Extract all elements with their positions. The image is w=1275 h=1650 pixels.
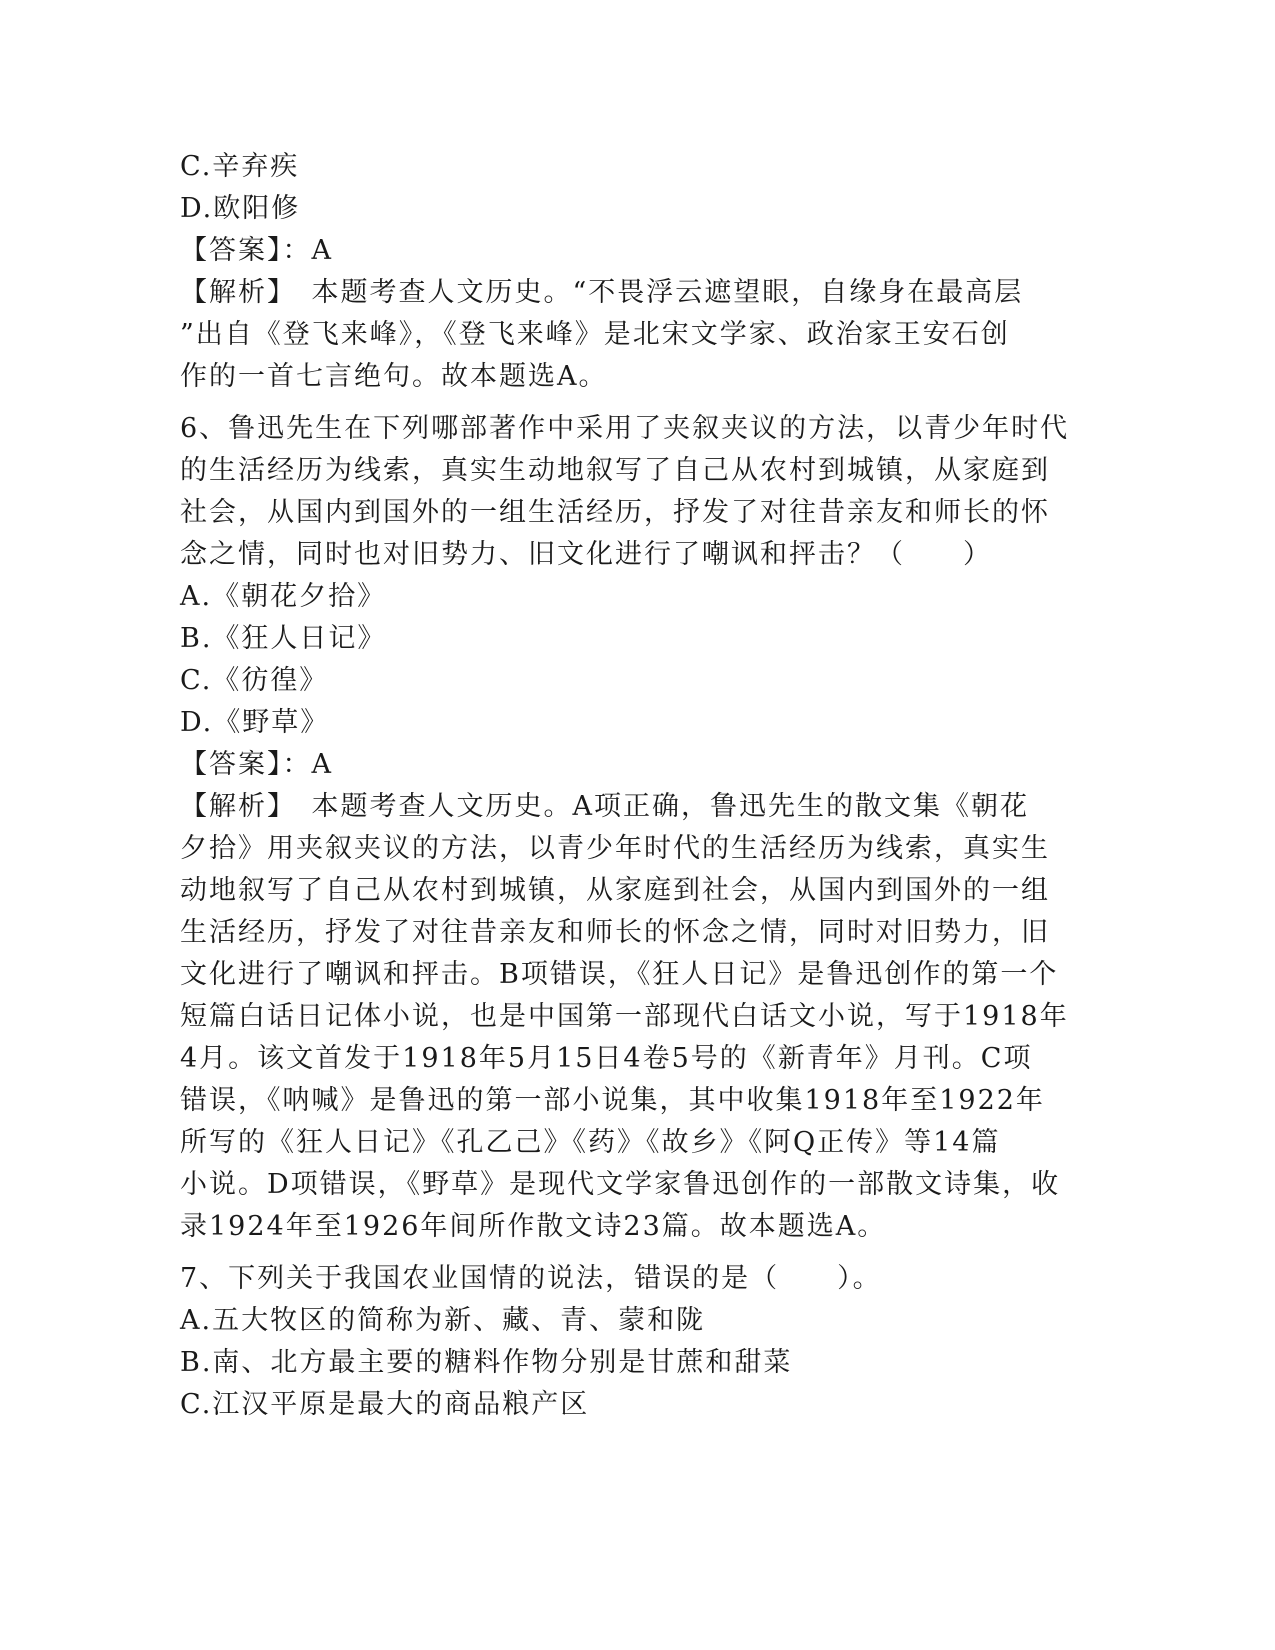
analysis-line: 作的一首七言绝句。故本题选A。 bbox=[180, 361, 608, 392]
question-6 bbox=[180, 408, 1080, 1248]
analysis-line: 所写的《狂人日记》《孔乙己》《药》《故乡》《阿Q正传》等14篇 bbox=[180, 1127, 1001, 1158]
section-gap bbox=[180, 398, 1080, 408]
analysis-line: 动地叙写了自己从农村到城镇，从家庭到社会，从国内到国外的一组 bbox=[180, 875, 1050, 906]
question-stem-line: 6、鲁迅先生在下列哪部著作中采用了夹叙夹议的方法，以青少年时代 bbox=[180, 413, 1070, 444]
analysis-line: 文化进行了嘲讽和抨击。B项错误，《狂人日记》是鲁迅创作的第一个 bbox=[180, 959, 1059, 990]
option-b: B.《狂人日记》 bbox=[180, 623, 387, 654]
question-stem: 7、下列关于我国农业国情的说法，错误的是（ ）。 bbox=[180, 1263, 882, 1294]
question-5-tail bbox=[180, 146, 1080, 398]
analysis-line: 4月。该文首发于1918年5月15日4卷5号的《新青年》月刊。C项 bbox=[180, 1043, 1033, 1074]
option-d: D.欧阳修 bbox=[180, 193, 301, 224]
document-page bbox=[180, 146, 1080, 1426]
analysis-line: 录1924年至1926年间所作散文诗23篇。故本题选A。 bbox=[180, 1211, 887, 1242]
analysis-line: 【解析】 本题考查人文历史。A项正确，鲁迅先生的散文集《朝花 bbox=[180, 791, 1029, 822]
analysis-line: ”出自《登飞来峰》，《登飞来峰》是北宋文学家、政治家王安石创 bbox=[180, 319, 1010, 350]
analysis-line: 【解析】 本题考查人文历史。“不畏浮云遮望眼，自缘身在最高层 bbox=[180, 277, 1024, 308]
option-c: C.辛弃疾 bbox=[180, 151, 300, 182]
option-c: C.江汉平原是最大的商品粮产区 bbox=[180, 1389, 590, 1420]
analysis-line: 夕拾》用夹叙夹议的方法，以青少年时代的生活经历为线索，真实生 bbox=[180, 833, 1050, 864]
question-stem-line: 念之情，同时也对旧势力、旧文化进行了嘲讽和抨击？（ ） bbox=[180, 539, 992, 570]
section-gap bbox=[180, 1248, 1080, 1258]
question-7 bbox=[180, 1258, 1080, 1426]
analysis-line: 小说。D项错误，《野草》是现代文学家鲁迅创作的一部散文诗集，收 bbox=[180, 1169, 1061, 1200]
analysis-line: 短篇白话日记体小说，也是中国第一部现代白话文小说，写于1918年 bbox=[180, 1001, 1069, 1032]
option-b: B.南、北方最主要的糖料作物分别是甘蔗和甜菜 bbox=[180, 1347, 793, 1378]
option-a: A.五大牧区的简称为新、藏、青、蒙和陇 bbox=[180, 1305, 706, 1336]
option-c: C.《彷徨》 bbox=[180, 665, 329, 696]
question-stem-line: 的生活经历为线索，真实生动地叙写了自己从农村到城镇，从家庭到 bbox=[180, 455, 1050, 486]
analysis-line: 错误，《呐喊》是鲁迅的第一部小说集，其中收集1918年至1922年 bbox=[180, 1085, 1045, 1116]
answer-label: 【答案】：A bbox=[180, 235, 333, 266]
option-a: A.《朝花夕拾》 bbox=[180, 581, 387, 612]
option-d: D.《野草》 bbox=[180, 707, 330, 738]
question-stem-line: 社会，从国内到国外的一组生活经历，抒发了对往昔亲友和师长的怀 bbox=[180, 497, 1050, 528]
answer-label: 【答案】：A bbox=[180, 749, 333, 780]
analysis-line: 生活经历，抒发了对往昔亲友和师长的怀念之情，同时对旧势力，旧 bbox=[180, 917, 1050, 948]
